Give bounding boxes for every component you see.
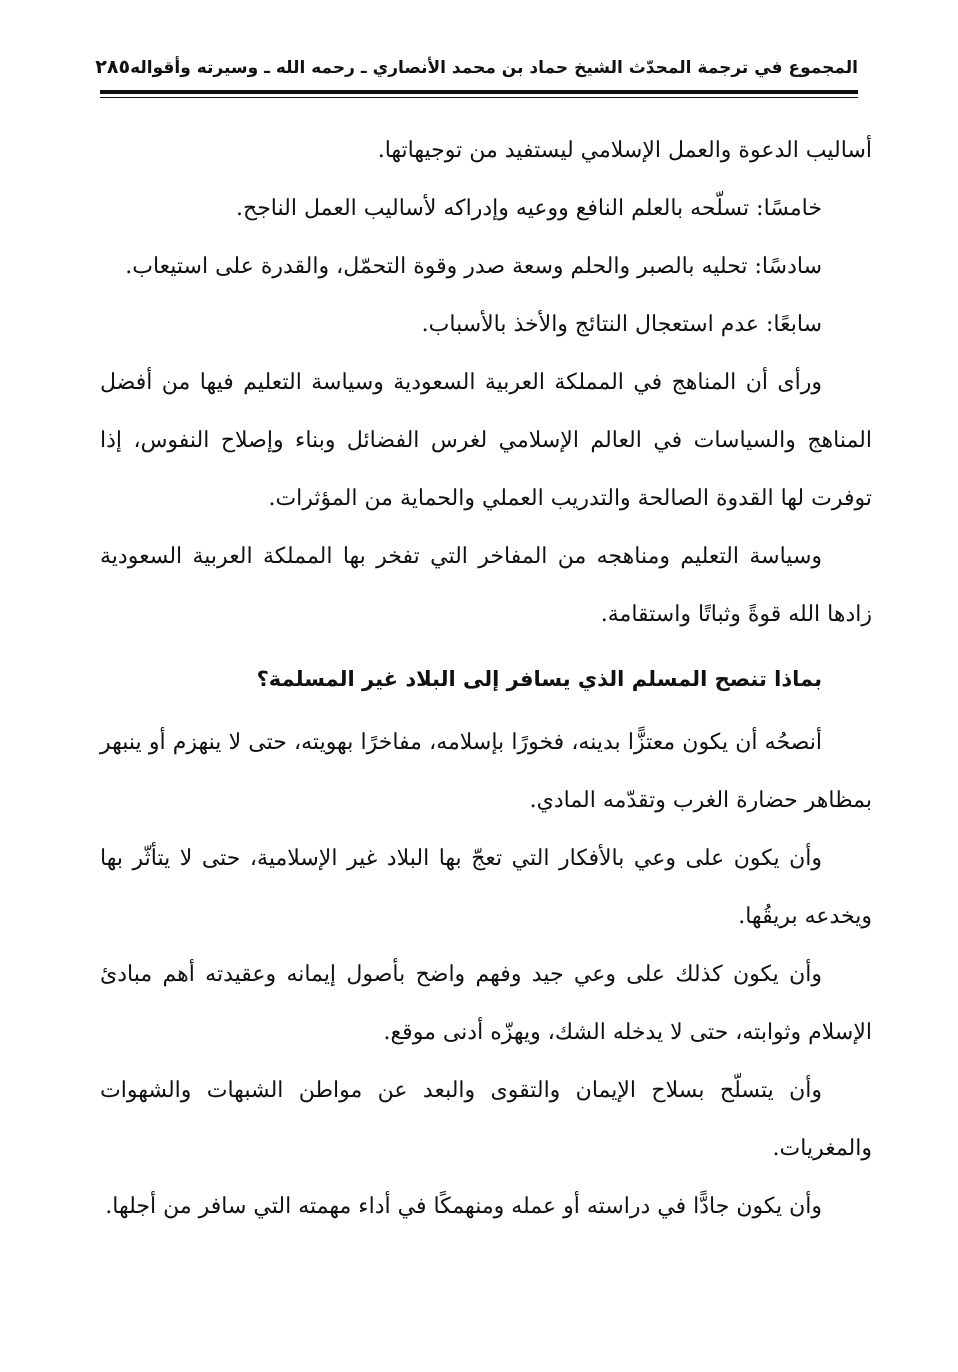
paragraph-education-policy: وسياسة التعليم ومناهجه من المفاخر التي تفخر بها المملكة العربية السعودية زادها الله قوةً وثباتًا واستقامة.: [100, 544, 872, 627]
page-number: ٢٨٥: [95, 56, 131, 78]
paragraph-advice-diligence: وأن يكون جادًّا في دراسته أو عمله ومنهمكًا في أداء مهمته التي سافر من أجلها.: [105, 1194, 822, 1219]
header-rule-thick: [100, 90, 858, 94]
paragraph-advice-awareness: وأن يكون على وعي بالأفكار التي تعجّ بها البلاد غير الإسلامية، حتى لا يتأثّر بها ويخدعه بريقُها.: [100, 846, 872, 929]
running-title: المجموع في ترجمة المحدّث الشيخ حماد بن محمد الأنصاري ـ رحمه الله ـ وسيرته وأقواله: [130, 58, 858, 78]
paragraph-advice-pride: أنصحُه أن يكون معتزًّا بدينه، فخورًا بإسلامه، مفاخرًا بهويته، حتى لا ينهزم أو ينبهر بمظاهر حضارة الغرب وتقدّمه المادي.: [100, 730, 872, 813]
paragraph-continuation: أساليب الدعوة والعمل الإسلامي ليستفيد من توجيهاتها.: [377, 138, 872, 163]
paragraph-point-six: سادسًا: تحليه بالصبر والحلم وسعة صدر وقوة التحمّل، والقدرة على استيعاب.: [125, 254, 822, 279]
main-text: [100, 122, 872, 1236]
paragraph-advice-piety: وأن يتسلّح بسلاح الإيمان والتقوى والبعد عن مواطن الشبهات والشهوات والمغريات.: [100, 1078, 872, 1161]
running-header: [95, 38, 858, 78]
paragraph-advice-faith: وأن يكون كذلك على وعي جيد وفهم واضح بأصول إيمانه وعقيدته أهم مبادئ الإسلام وثوابته، حتى لا يدخله الشك، ويهزّه أدنى موقع.: [100, 962, 872, 1045]
paragraph-point-five: خامسًا: تسلّحه بالعلم النافع ووعيه وإدراكه لأساليب العمل الناجح.: [236, 196, 822, 221]
paragraph-curricula-opinion: ورأى أن المناهج في المملكة العربية السعودية وسياسة التعليم فيها من أفضل المناهج والسياسات في العالم الإسلامي لغرس الفضائل وبناء وإصلاح النفوس، إذا توفرت لها القدوة الصالحة والتدريب العملي والحماية من المؤثرات.: [100, 370, 872, 511]
header-rule-thin: [100, 97, 858, 98]
paragraph-point-seven: سابعًا: عدم استعجال النتائج والأخذ بالأسباب.: [421, 312, 822, 337]
section-heading: بماذا تنصح المسلم الذي يسافر إلى البلاد غير المسلمة؟: [256, 667, 822, 691]
